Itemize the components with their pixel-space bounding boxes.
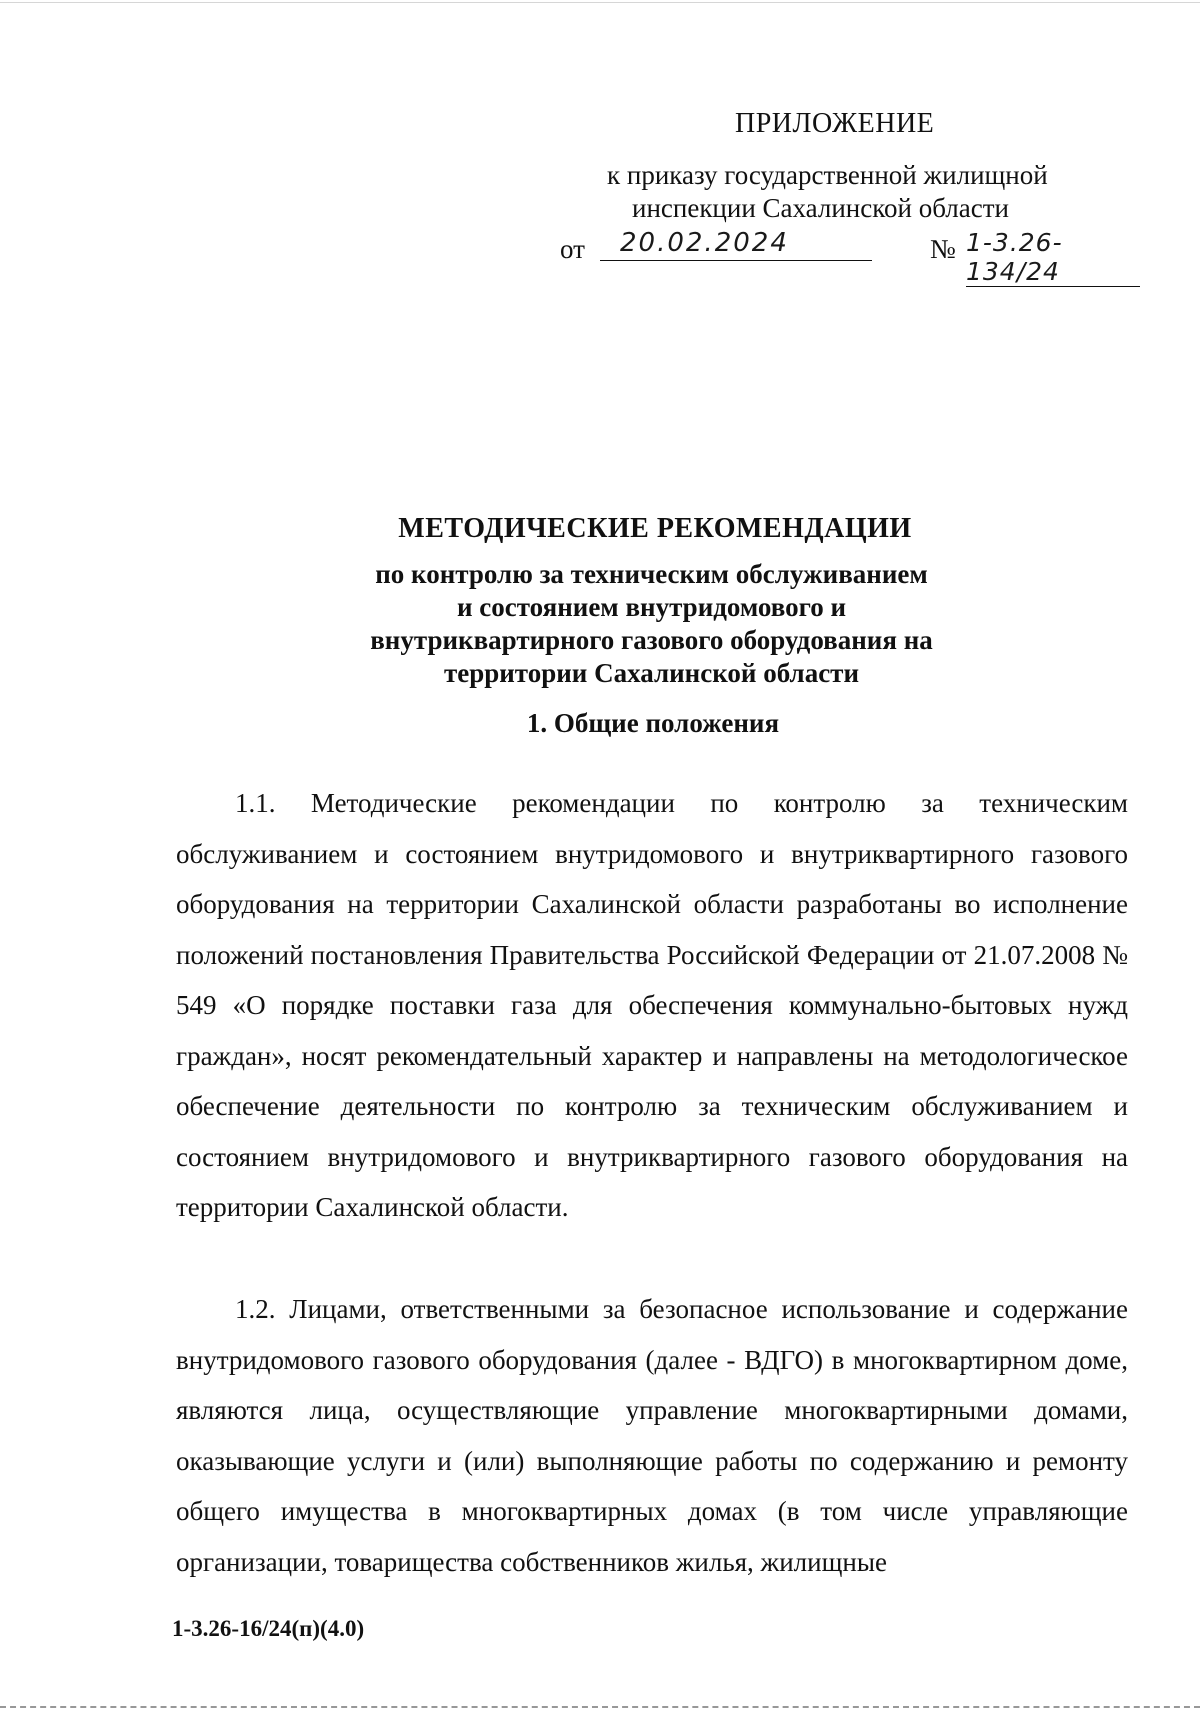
appendix-title: ПРИЛОЖЕНИЕ xyxy=(735,108,935,139)
paragraph-1-1: 1.1. Методические рекомендации по контролю за техническим обслуживанием и состоянием внутридомового и внутриквартирного газового оборудования на территории Сахалинской области разработаны во исполнение положений постановления Правительства Российской Федерации от 21.07.2008 № 549 «О порядке поставки газа для обеспечения коммунально-бытовых нужд граждан», носят рекомендательный характер и направлены на методологическое обеспечение деятельности по контролю за техническим обслуживанием и состоянием внутридомового и внутриквартирного газового оборудования на территории Сахалинской области. xyxy=(176,788,1128,1222)
subtitle-line: внутриквартирного газового оборудования на xyxy=(370,625,933,655)
section-heading: 1. Общие положения xyxy=(526,708,780,738)
scan-bottom-edge xyxy=(0,1706,1200,1708)
date-underline xyxy=(600,230,872,261)
order-reference xyxy=(560,228,1140,286)
handwritten-order-number: 1-3.26-134/24 xyxy=(966,228,1140,287)
paragraph-1-2: 1.2. Лицами, ответственными за безопасное использование и содержание внутридомового газового оборудования (далее - ВДГО) в многоквартирном доме, являются лица, осуществляющие управление многоквартирными домами, оказывающие услуги и (или) выполняющие работы по содержанию и ремонту общего имущества в многоквартирных домах (в том числе управляющие организации, товарищества собственников жилья, жилищные xyxy=(176,1294,1128,1577)
scan-top-edge xyxy=(0,2,1200,3)
appendix-line-2: инспекции Сахалинской области xyxy=(632,193,1009,223)
subtitle-line: по контролю за техническим обслуживанием xyxy=(375,559,928,589)
appendix-line-1: к приказу государственной жилищной xyxy=(607,160,1048,190)
subtitle-line: и состоянием внутридомового и xyxy=(456,592,847,622)
ot-label: от xyxy=(560,234,585,264)
subtitle-line: территории Сахалинской области xyxy=(443,658,860,688)
handwritten-date: 20.02.2024 xyxy=(620,228,789,258)
document-title: МЕТОДИЧЕСКИЕ РЕКОМЕНДАЦИИ xyxy=(398,513,912,544)
number-label: № xyxy=(930,234,956,264)
document-code: 1-3.26-16/24(п)(4.0) xyxy=(172,1616,365,1641)
document-subtitle xyxy=(0,558,1200,690)
